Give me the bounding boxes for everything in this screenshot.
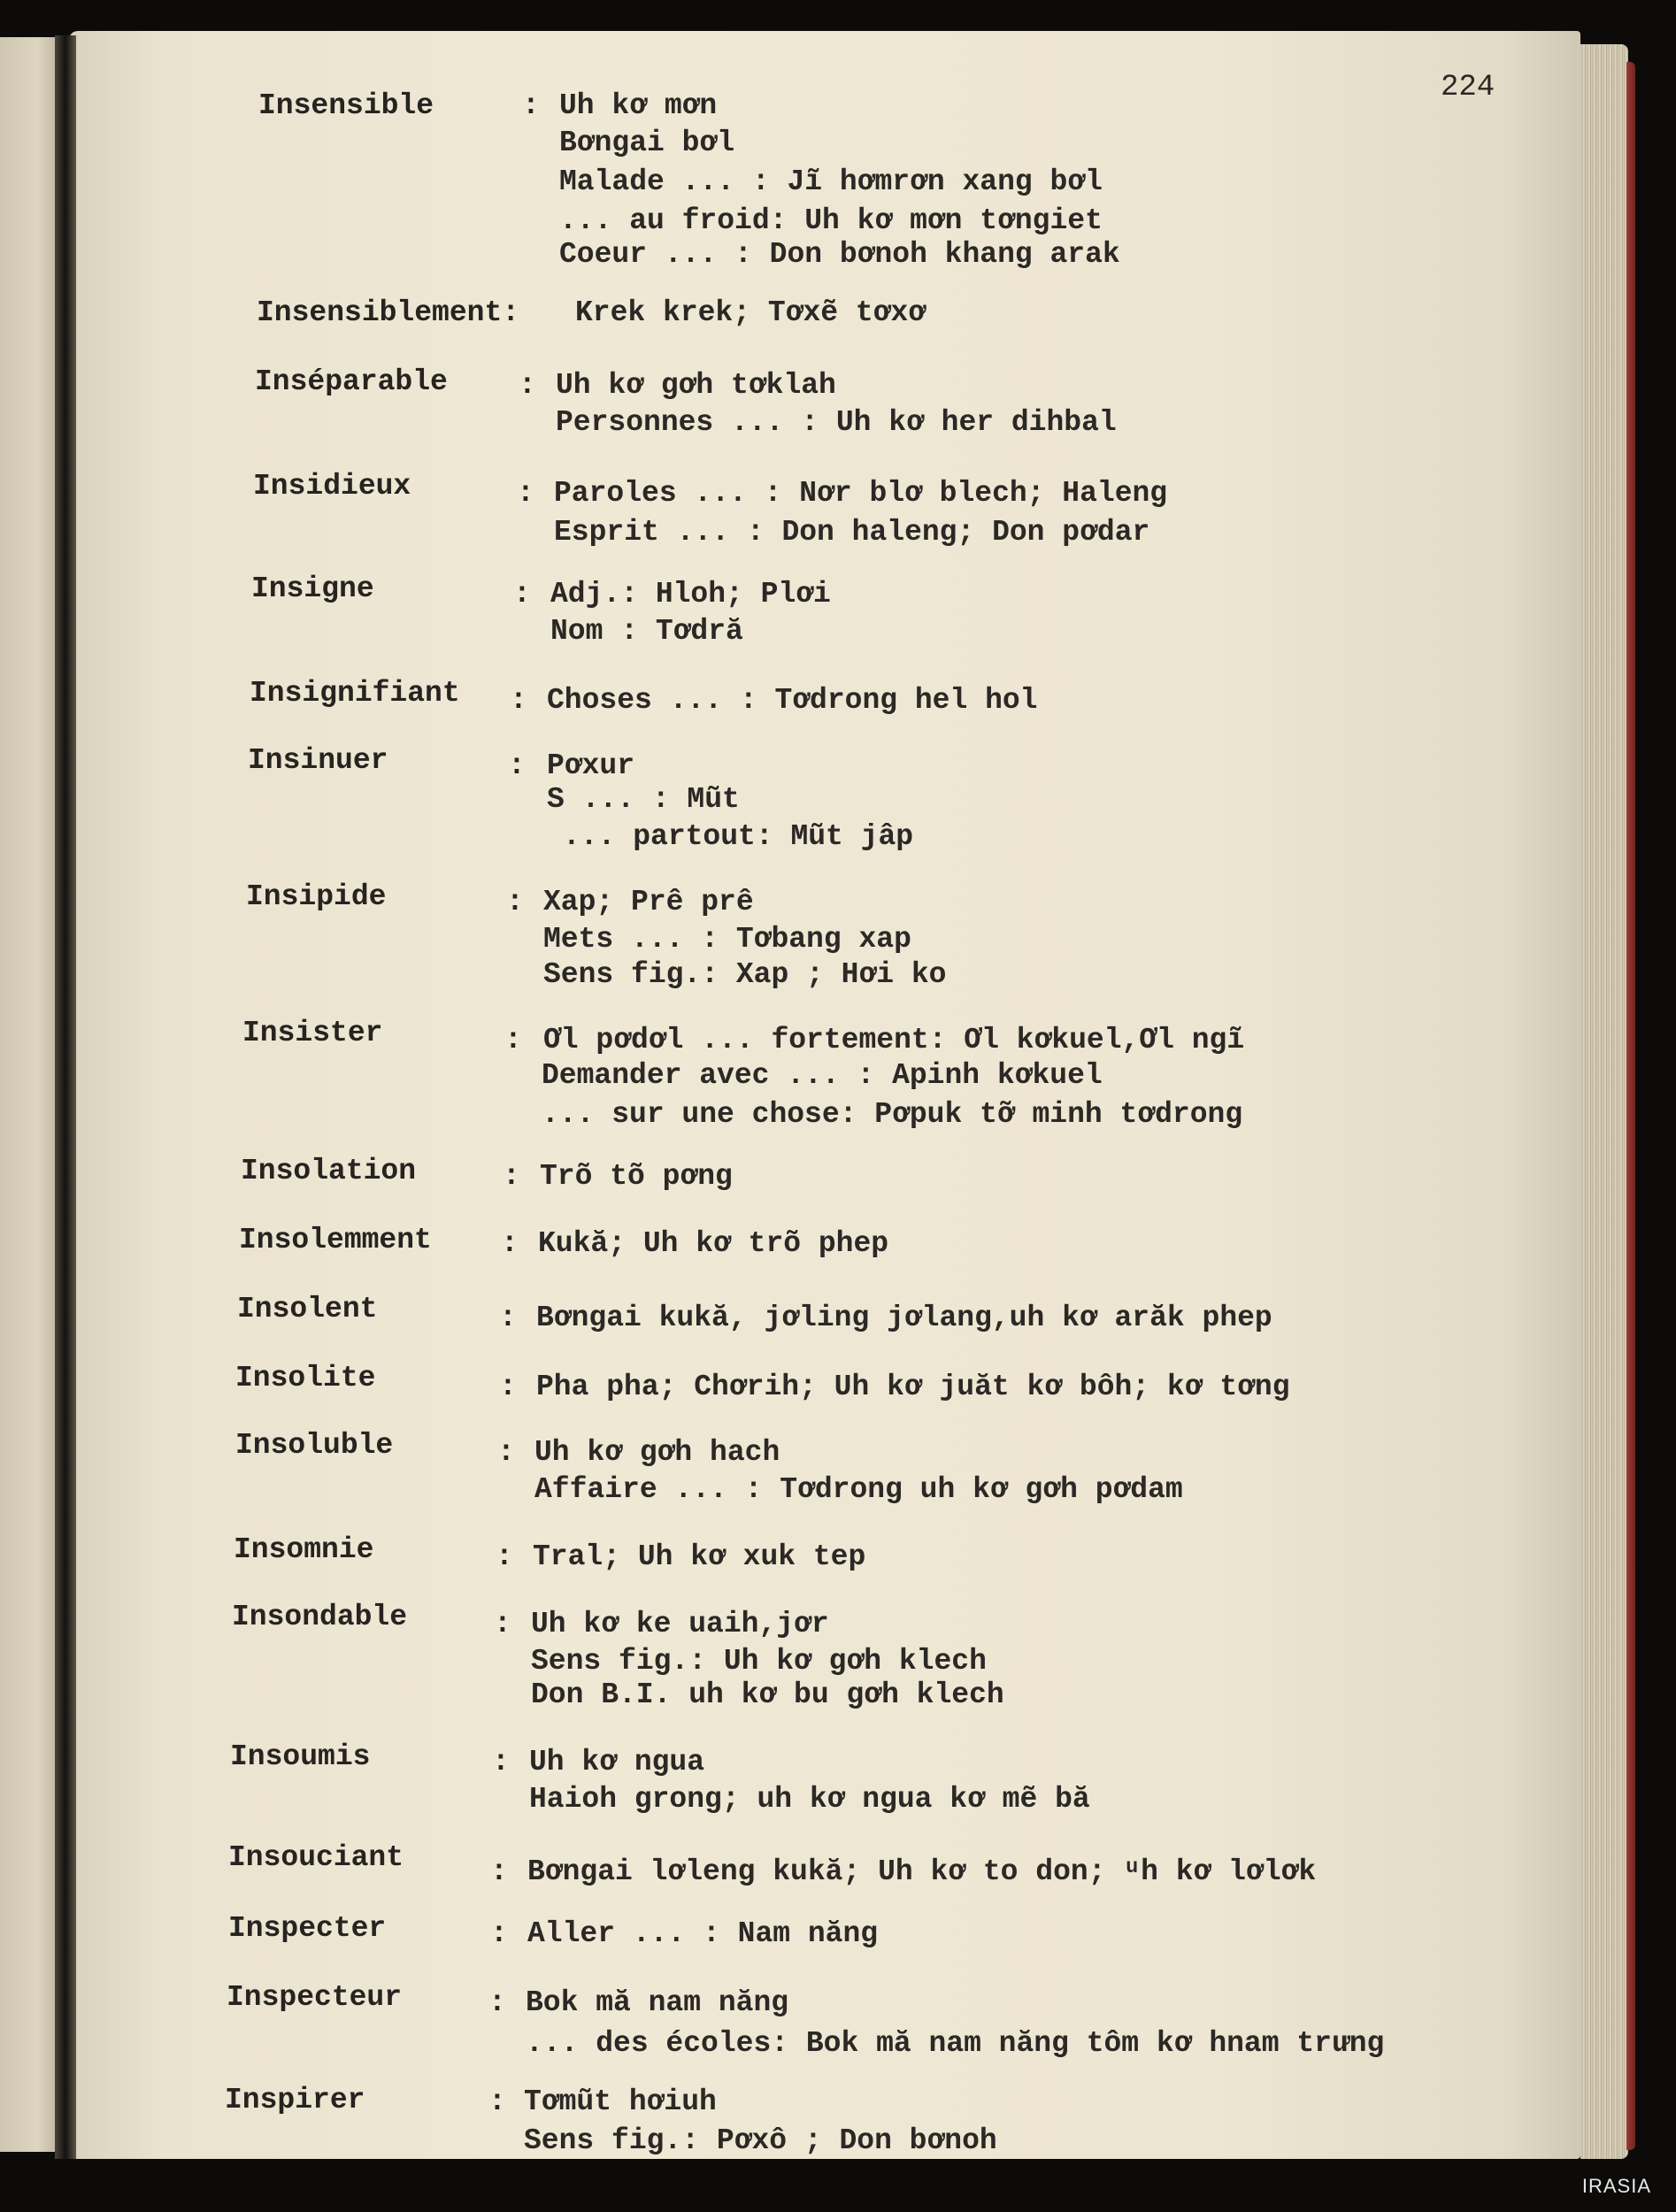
entry-line: Pơxur (547, 749, 635, 782)
entry-term: Inspirer (225, 2084, 365, 2116)
entry-colon: : (497, 1436, 515, 1469)
entry-colon: : (494, 1608, 511, 1640)
entry-line: Affaire ... : Tơdrong uh kơ gơh pơdam (534, 1473, 1183, 1506)
entry-term: Insensible (258, 89, 434, 122)
entry-term: Inséparable (255, 365, 448, 398)
entry-colon: : (499, 1371, 517, 1403)
entry-term: Insomnie (234, 1533, 374, 1566)
entry-colon: : (492, 1746, 510, 1778)
entry-line: Esprit ... : Don haleng; Don pơdar (554, 516, 1150, 549)
entry-line: Sens fig.: Pơxô ; Don bơnoh (524, 2124, 997, 2157)
entry-line: Kukă; Uh kơ trõ phep (538, 1227, 889, 1260)
entry-line: Krek krek; Tơxẽ tơxơ (575, 296, 926, 329)
entry-line: Uh kơ gơh tơklah (556, 369, 836, 402)
entry-line: Sens fig.: Uh kơ gơh klech (531, 1645, 987, 1678)
entry-line: Pha pha; Chơrih; Uh kơ juăt kơ bôh; kơ tơng (536, 1371, 1290, 1403)
entry-line: Haioh grong; uh kơ ngua kơ mẽ bă (529, 1783, 1090, 1816)
entry-term: Insister (242, 1017, 383, 1049)
entry-line: Tral; Uh kơ xuk tep (533, 1540, 866, 1573)
entry-line: Tơmũt hơiuh (524, 2085, 717, 2118)
entry-term: Insoluble (235, 1429, 394, 1462)
entry-line: Bơngai kukă, jơling jơlang,uh kơ arăk phep (536, 1302, 1272, 1334)
entry-line: S ... : Mũt (547, 783, 740, 816)
entry-line: Malade ... : Jĩ hơmrơn xang bơl (559, 165, 1103, 198)
entry-term: Insensiblement: (257, 296, 520, 329)
entry-line: Sens fig.: Xap ; Hơi ko (543, 958, 947, 991)
entry-term: Insipide (246, 880, 387, 913)
entry-term: Insolemment (239, 1224, 432, 1256)
entry-line: Trõ tõ pơng (540, 1160, 733, 1193)
entry-line: Choses ... : Tơdrong hel hol (547, 684, 1038, 717)
entry-line: ... partout: Mũt jâp (563, 820, 914, 853)
entry-line: Bơngai bơl (559, 127, 735, 159)
entry-colon: : (513, 578, 531, 611)
entry-colon: : (517, 477, 534, 510)
entry-line: ... des écoles: Bok mă nam năng tôm kơ hnam trưng (526, 2027, 1385, 2060)
entry-colon: : (510, 684, 527, 717)
entry-line: Uh kơ ke uaih,jơr (531, 1608, 829, 1640)
entry-colon: : (488, 1986, 506, 2019)
entry-term: Insouciant (228, 1841, 404, 1874)
entry-line: Bơngai lơleng kukă; Uh kơ to don; ᵘh kơ lơlơk (527, 1855, 1317, 1888)
entry-line: Bok mă nam năng (526, 1986, 789, 2019)
entry-term: Insigne (251, 572, 374, 605)
entry-colon: : (506, 886, 524, 918)
entry-colon: : (490, 1917, 508, 1950)
entry-term: Inspecteur (227, 1981, 403, 2014)
entry-line: Nom : Tơdră (550, 615, 743, 648)
entry-line: ... sur une chose: Pơpuk tỡ minh tơdrong (542, 1098, 1243, 1131)
entry-colon: : (496, 1540, 513, 1573)
entry-colon: : (490, 1855, 508, 1888)
entry-colon: : (499, 1302, 517, 1334)
entry-line: Adj.: Hloh; Plơi (550, 578, 831, 611)
entry-term: Inspecter (228, 1912, 387, 1945)
entry-term: Insolation (241, 1155, 417, 1187)
entry-line: Ơl pơdơl ... fortement: Ơl kơkuel,Ơl ngĩ (543, 1024, 1245, 1056)
entry-line: Coeur ... : Don bơnoh khang arak (559, 238, 1120, 271)
entry-term: Insolite (235, 1362, 376, 1394)
entry-colon: : (503, 1160, 520, 1193)
watermark-logo: IRASIA (1581, 2175, 1651, 2197)
entry-colon: : (508, 749, 526, 782)
entry-term: Insoumis (230, 1740, 371, 1773)
entry-line: Uh kơ gơh hach (534, 1436, 780, 1469)
entry-line: Paroles ... : Nơr blơ blech; Haleng (554, 477, 1168, 510)
entry-term: Insidieux (253, 470, 411, 503)
entry-line: Uh kơ mơn (559, 89, 718, 122)
entry-term: Insolent (237, 1293, 378, 1325)
entry-line: Xap; Prê prê (543, 886, 754, 918)
entry-line: Uh kơ ngua (529, 1746, 705, 1778)
entry-term: Insondable (232, 1601, 408, 1633)
entry-colon: : (504, 1024, 522, 1056)
entry-term: Insignifiant (250, 677, 460, 710)
entry-line: Personnes ... : Uh kơ her dihbal (556, 406, 1117, 439)
page-number: 224 (1441, 71, 1495, 104)
entry-line: Mets ... : Tơbang xap (543, 923, 911, 956)
entry-line: Demander avec ... : Apinh kơkuel (542, 1059, 1103, 1092)
entry-colon: : (522, 89, 540, 122)
entry-colon: : (519, 369, 536, 402)
entry-colon: : (501, 1227, 519, 1260)
entry-line: Aller ... : Nam năng (527, 1917, 879, 1950)
entry-line: Don B.I. uh kơ bu gơh klech (531, 1678, 1004, 1711)
entry-colon: : (488, 2085, 506, 2118)
entry-line: ... au froid: Uh kơ mơn tơngiet (559, 204, 1103, 237)
entry-term: Insinuer (248, 744, 388, 777)
